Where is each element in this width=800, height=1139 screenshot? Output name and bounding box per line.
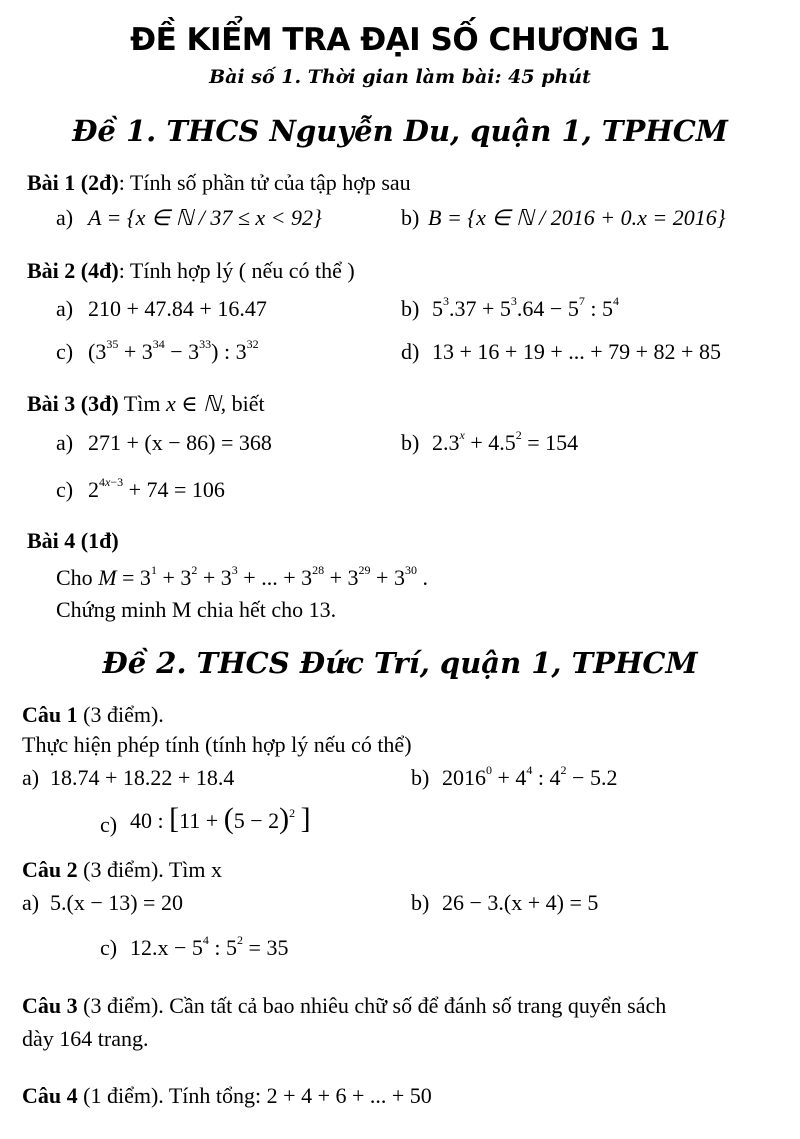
bai1-a-label: a) (56, 205, 74, 230)
bai3-b-label: b) (401, 430, 420, 455)
bai2-d-label: d) (401, 339, 420, 364)
cau2-a-expr: 5.(x − 13) = 20 (50, 890, 183, 915)
bai3-b-expr: $2.3^x + 4.5^2 = 154$ (432, 428, 579, 455)
cau1-c-expr: 40 : [$11 + (5 - 2)^2$ ] (130, 802, 311, 835)
cau1-a-label: a) (22, 765, 40, 790)
cau2-c-expr: $12.x - 5^4$ : $5^2 = 35$ (130, 933, 289, 960)
bai2-c-expr: $(3^{35} + 3^{34} - 3^{33})$ : $3^{32}$ (88, 337, 259, 364)
cau2-a-label: a) (22, 890, 40, 915)
bai1-b-label: b) (401, 205, 420, 230)
bai3-a-label: a) (56, 430, 74, 455)
cau1-a-expr: 18.74 + 18.22 + 18.4 (50, 765, 235, 790)
cau2-b-expr: 26 − 3.(x + 4) = 5 (442, 890, 599, 915)
cau3-line1: Câu 3 (3 điểm). Cần tất cả bao nhiêu chữ số để đánh số trang quyển sách (22, 993, 667, 1018)
cau1-c-label: c) (100, 812, 118, 837)
section-title-de2: Đề 2. THCS Đức Trí, quận 1, TPHCM (102, 646, 698, 680)
section-title-de1: Đề 1. THCS Nguyễn Du, quận 1, TPHCM (72, 114, 728, 148)
page-subtitle: Bài số 1. Thời gian làm bài: 45 phút (209, 66, 591, 88)
bai2-d-expr: 13 + 16 + 19 + ... + 79 + 82 + 85 (432, 339, 721, 364)
bai2-b-expr: $5^3.37 + 5^3.64 - 5^7$ : $5^4$ (432, 294, 619, 321)
bai1-a-expr: A = {x ∈ ℕ / 37 ≤ x < 92} (88, 205, 322, 230)
cau2-c-label: c) (100, 935, 118, 960)
cau1-b-expr: $2016^0 + 4^4$ : $4^2 - 5.2$ (442, 763, 618, 790)
cau4-line: Câu 4 (1 điểm). Tính tổng: 2 + 4 + 6 + ... + 50 (22, 1083, 432, 1108)
bai3-a-expr: 271 + (x − 86) = 368 (88, 430, 272, 455)
cau3-line2: dày 164 trang. (22, 1026, 149, 1051)
page-title: ĐỀ KIỂM TRA ĐẠI SỐ CHƯƠNG 1 (130, 22, 670, 58)
bai2-heading: Bài 2 (4đ): Tính hợp lý ( nếu có thể ) (27, 258, 355, 283)
cau4-expr: 2 + 4 + 6 + ... + 50 (266, 1083, 432, 1108)
cau2-b-label: b) (411, 890, 430, 915)
bai4-line2: Chứng minh M chia hết cho 13. (56, 597, 337, 622)
bai1-heading: Bài 1 (2đ): Tính số phần tử của tập hợp sau (27, 170, 411, 195)
bai3-c-expr: $2^{4x-3} + 74 = 106$ (88, 475, 225, 502)
bai2-a-expr: 210 + 47.84 + 16.47 (88, 296, 267, 321)
bai4-heading: Bài 4 (1đ) (27, 528, 119, 553)
cau1-b-label: b) (411, 765, 430, 790)
bai2-b-label: b) (401, 296, 420, 321)
cau1-text: Thực hiện phép tính (tính hợp lý nếu có thể) (22, 732, 412, 757)
cau1-heading: Câu 1 (3 điểm). (22, 702, 164, 727)
bai1-b-expr: B = {x ∈ ℕ / 2016 + 0.x = 2016} (428, 205, 726, 230)
bai2-a-label: a) (56, 296, 74, 321)
cau2-heading: Câu 2 (3 điểm). Tìm x (22, 857, 223, 882)
bai3-c-label: c) (56, 477, 74, 502)
bai3-heading: Bài 3 (3đ) Tìm x ∈ ℕ, biết (27, 391, 265, 416)
bai4-line1: Cho $M = 3^1 + 3^2 + 3^3$ + ... + $3^{28} + 3^{29} + 3^{30}$ . (56, 563, 428, 590)
bai2-c-label: c) (56, 339, 74, 364)
